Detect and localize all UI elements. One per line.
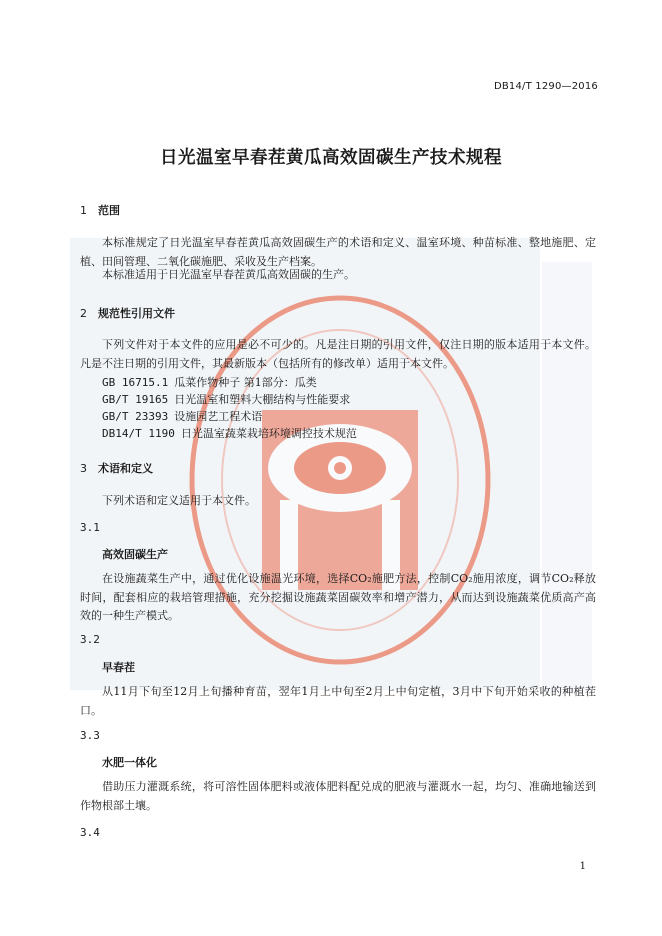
section-1-heading xyxy=(80,202,120,218)
section-title: 范围 xyxy=(98,204,120,217)
reference-item xyxy=(102,391,350,407)
section-number: 3 xyxy=(80,462,87,475)
section-title: 规范性引用文件 xyxy=(98,307,175,320)
section-title: 术语和定义 xyxy=(98,462,153,475)
term-number: 3.4 xyxy=(80,826,100,839)
term-definition: 从11月下旬至12月上旬播种育苗，翌年1月上中旬至2月上中旬定植，3月中下旬开始采收的种植茬口。 xyxy=(80,685,596,717)
term-name: 高效固碳生产 xyxy=(102,548,168,561)
term-definition: 借助压力灌溉系统，将可溶性固体肥料或液体肥料配兑成的肥液与灌溉水一起，均匀、准确地输送到作物根部土壤。 xyxy=(80,780,596,812)
standard-code: DB14/T 1290—2016 xyxy=(493,81,598,92)
section-1-paragraph-1: 本标准规定了日光温室早春茬黄瓜高效固碳生产的术语和定义、温室环境、种苗标准、整地施肥、定植、田间管理、二氧化碳施肥、采收及生产档案。 xyxy=(80,236,596,268)
section-number: 1 xyxy=(80,204,87,217)
term-name: 早春茬 xyxy=(102,661,135,674)
reference-id: GB/T 19165 xyxy=(102,393,169,406)
reference-title: 设施园艺工程术语 xyxy=(174,410,263,423)
section-3-paragraph: 下列术语和定义适用于本文件。 xyxy=(102,494,256,507)
reference-item xyxy=(102,374,317,390)
term-definition: 在设施蔬菜生产中，通过优化设施温光环境，选择CO₂施肥方法，控制CO₂施用浓度，调节CO₂释放时间，配套相应的栽培管理措施，充分挖掘设施蔬菜固碳效率和增产潜力，从而达到设施蔬菜优质高产高效的一种生产模式。 xyxy=(80,572,596,622)
reference-item xyxy=(102,425,357,441)
term-number: 3.3 xyxy=(80,729,100,742)
reference-id: GB 16715.1 xyxy=(102,376,169,389)
section-3-heading xyxy=(80,460,153,476)
reference-id: DB14/T 1190 xyxy=(102,427,175,440)
reference-item xyxy=(102,408,262,424)
section-2-paragraph: 下列文件对于本文件的应用是必不可少的。凡是注日期的引用文件，仅注日期的版本适用于本文件。凡是不注日期的引用文件，其最新版本（包括所有的修改单）适用于本文件。 xyxy=(80,338,596,370)
page-number: 1 xyxy=(579,861,586,872)
term-name: 水肥一体化 xyxy=(102,756,157,769)
section-number: 2 xyxy=(80,307,87,320)
page-title: 日光温室早春茬黄瓜高效固碳生产技术规程 xyxy=(160,148,502,168)
section-1-paragraph-2: 本标准适用于日光温室早春茬黄瓜高效固碳的生产。 xyxy=(102,268,355,281)
section-2-heading xyxy=(80,305,175,321)
reference-title: 瓜菜作物种子 第1部分：瓜类 xyxy=(174,376,317,389)
term-number: 3.2 xyxy=(80,633,100,646)
term-number: 3.1 xyxy=(80,521,100,534)
reference-title: 日光温室蔬菜栽培环境调控技术规范 xyxy=(180,427,357,440)
reference-title: 日光温室和塑料大棚结构与性能要求 xyxy=(174,393,351,406)
reference-id: GB/T 23393 xyxy=(102,410,169,423)
